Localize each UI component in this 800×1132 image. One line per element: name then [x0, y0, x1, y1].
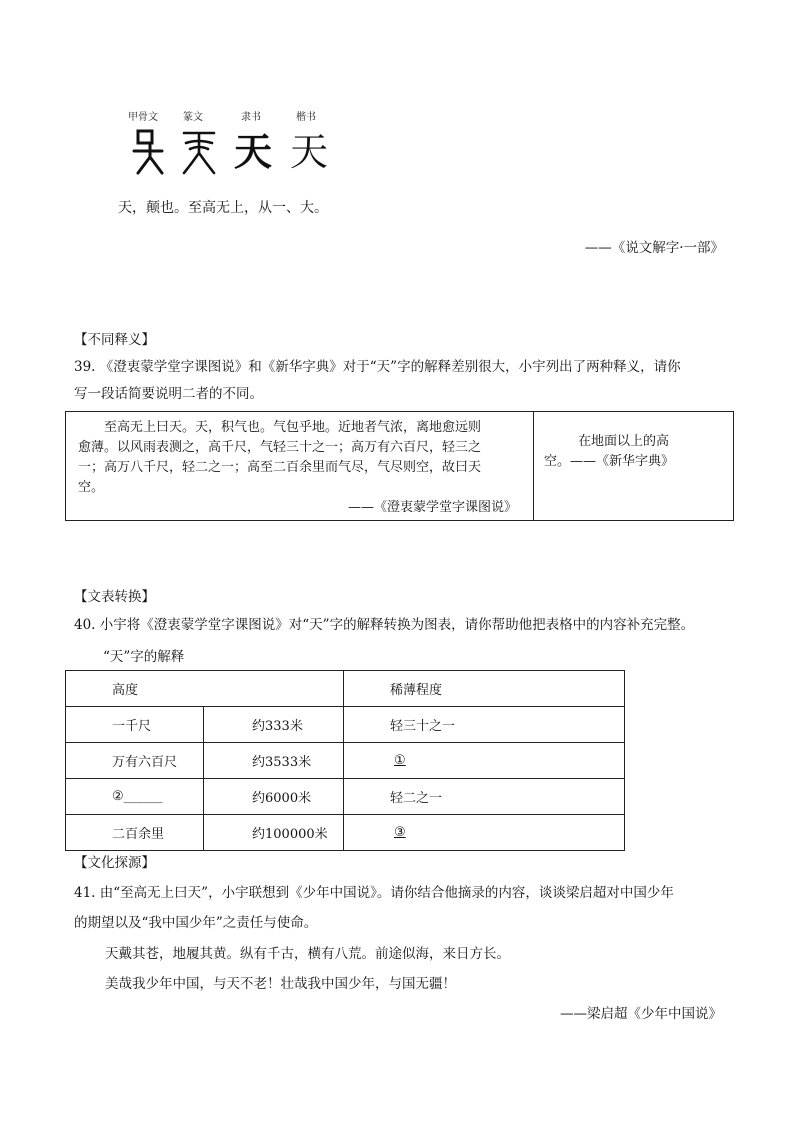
blank-1-cell[interactable] — [344, 743, 625, 779]
question-39-line2: 写一段话简要说明二者的不同。 — [74, 386, 263, 402]
table-row — [66, 743, 625, 779]
table-caption: “天”字的解释 — [103, 649, 185, 665]
comparison-box — [65, 411, 734, 521]
seal-script-glyph-image — [178, 127, 220, 177]
table-cell: 轻二之一 — [344, 779, 625, 815]
box-left-line: 愈薄。以风雨表测之，高千尺，气轻三十之一；高万有六百尺，轻三之 — [78, 440, 482, 455]
comparison-box-right — [534, 412, 733, 520]
box-right-line: 空。——《新华字典》 — [544, 454, 675, 469]
script-label-oracle: 甲骨文 — [128, 112, 158, 123]
table-cell: 轻三十之一 — [344, 707, 625, 743]
box-left-line: 空。 — [78, 480, 105, 495]
table-cell: 约333米 — [204, 707, 344, 743]
blank-2-cell[interactable]: ②______ — [66, 779, 204, 815]
blank-3-marker: ③ — [394, 825, 406, 840]
table-header-row — [66, 671, 625, 707]
table-row — [66, 815, 625, 851]
box-left-line: 至高无上曰天。天，积气也。气包乎地。近地者气浓，离地愈远则 — [104, 420, 482, 435]
script-label-seal: 篆文 — [183, 112, 203, 123]
script-label-clerical: 隶书 — [241, 112, 261, 123]
table-cell: 约6000米 — [204, 779, 344, 815]
comparison-box-left — [66, 412, 534, 520]
table-header-height: 高度 — [66, 671, 344, 707]
question-41-line2: 的期望以及“我中国少年”之责任与使命。 — [74, 915, 318, 931]
table-cell: 约100000米 — [204, 815, 344, 851]
box-left-source: ——《澄衷蒙学堂字课图说》 — [347, 500, 517, 515]
table-cell: 二百余里 — [66, 815, 204, 851]
quote-line2: 美哉我少年中国，与天不老！壮哉我中国少年，与国无疆！ — [105, 976, 456, 992]
table-row — [66, 707, 625, 743]
definition-source: ——《说文解字·一部》 — [584, 240, 724, 256]
question-39-line1: 39. 《澄衷蒙学堂字课图说》和《新华字典》对于“天”字的解释差别很大，小宇列出了两种释义，请你 — [74, 359, 681, 375]
quote-line1: 天戴其苍，地履其黄。纵有千古，横有八荒。前途似海，来日方长。 — [105, 946, 510, 962]
section-heading-different-meanings: 【不同释义】 — [74, 332, 155, 348]
blank-3-cell[interactable] — [344, 815, 625, 851]
explanation-table — [65, 670, 625, 851]
regular-script-glyph: 天 — [290, 130, 329, 174]
section-heading-culture-origin: 【文化探源】 — [74, 855, 155, 871]
question-40: 40. 小宇将《澄衷蒙学堂字课图说》对“天”字的解释转换为图表，请你帮助他把表格中的内容补充完整。 — [74, 617, 695, 633]
blank-1-marker: ① — [394, 753, 406, 768]
table-cell: 一千尺 — [66, 707, 204, 743]
oracle-bone-glyph-image — [130, 127, 172, 177]
clerical-script-glyph: 天 — [234, 130, 273, 174]
section-heading-text-table: 【文表转换】 — [74, 589, 155, 605]
table-row — [66, 779, 625, 815]
script-label-regular: 楷书 — [296, 112, 316, 123]
definition-text: 天，颠也。至高无上，从一、大。 — [118, 200, 328, 216]
question-41-line1: 41. 由“至高无上曰天”，小宇联想到《少年中国说》。请你结合他摘录的内容，谈谈梁启超对中国少年 — [74, 885, 674, 901]
box-right-line: 在地面以上的高 — [578, 434, 670, 449]
table-cell: 万有六百尺 — [66, 743, 204, 779]
table-cell: 约3533米 — [204, 743, 344, 779]
quote-source: ——梁启超《少年中国说》 — [560, 1006, 722, 1022]
box-left-line: 一；高万八千尺，轻二之一；高至二百余里而气尽，气尽则空，故曰天 — [78, 460, 482, 475]
table-header-thinness: 稀薄程度 — [344, 671, 625, 707]
